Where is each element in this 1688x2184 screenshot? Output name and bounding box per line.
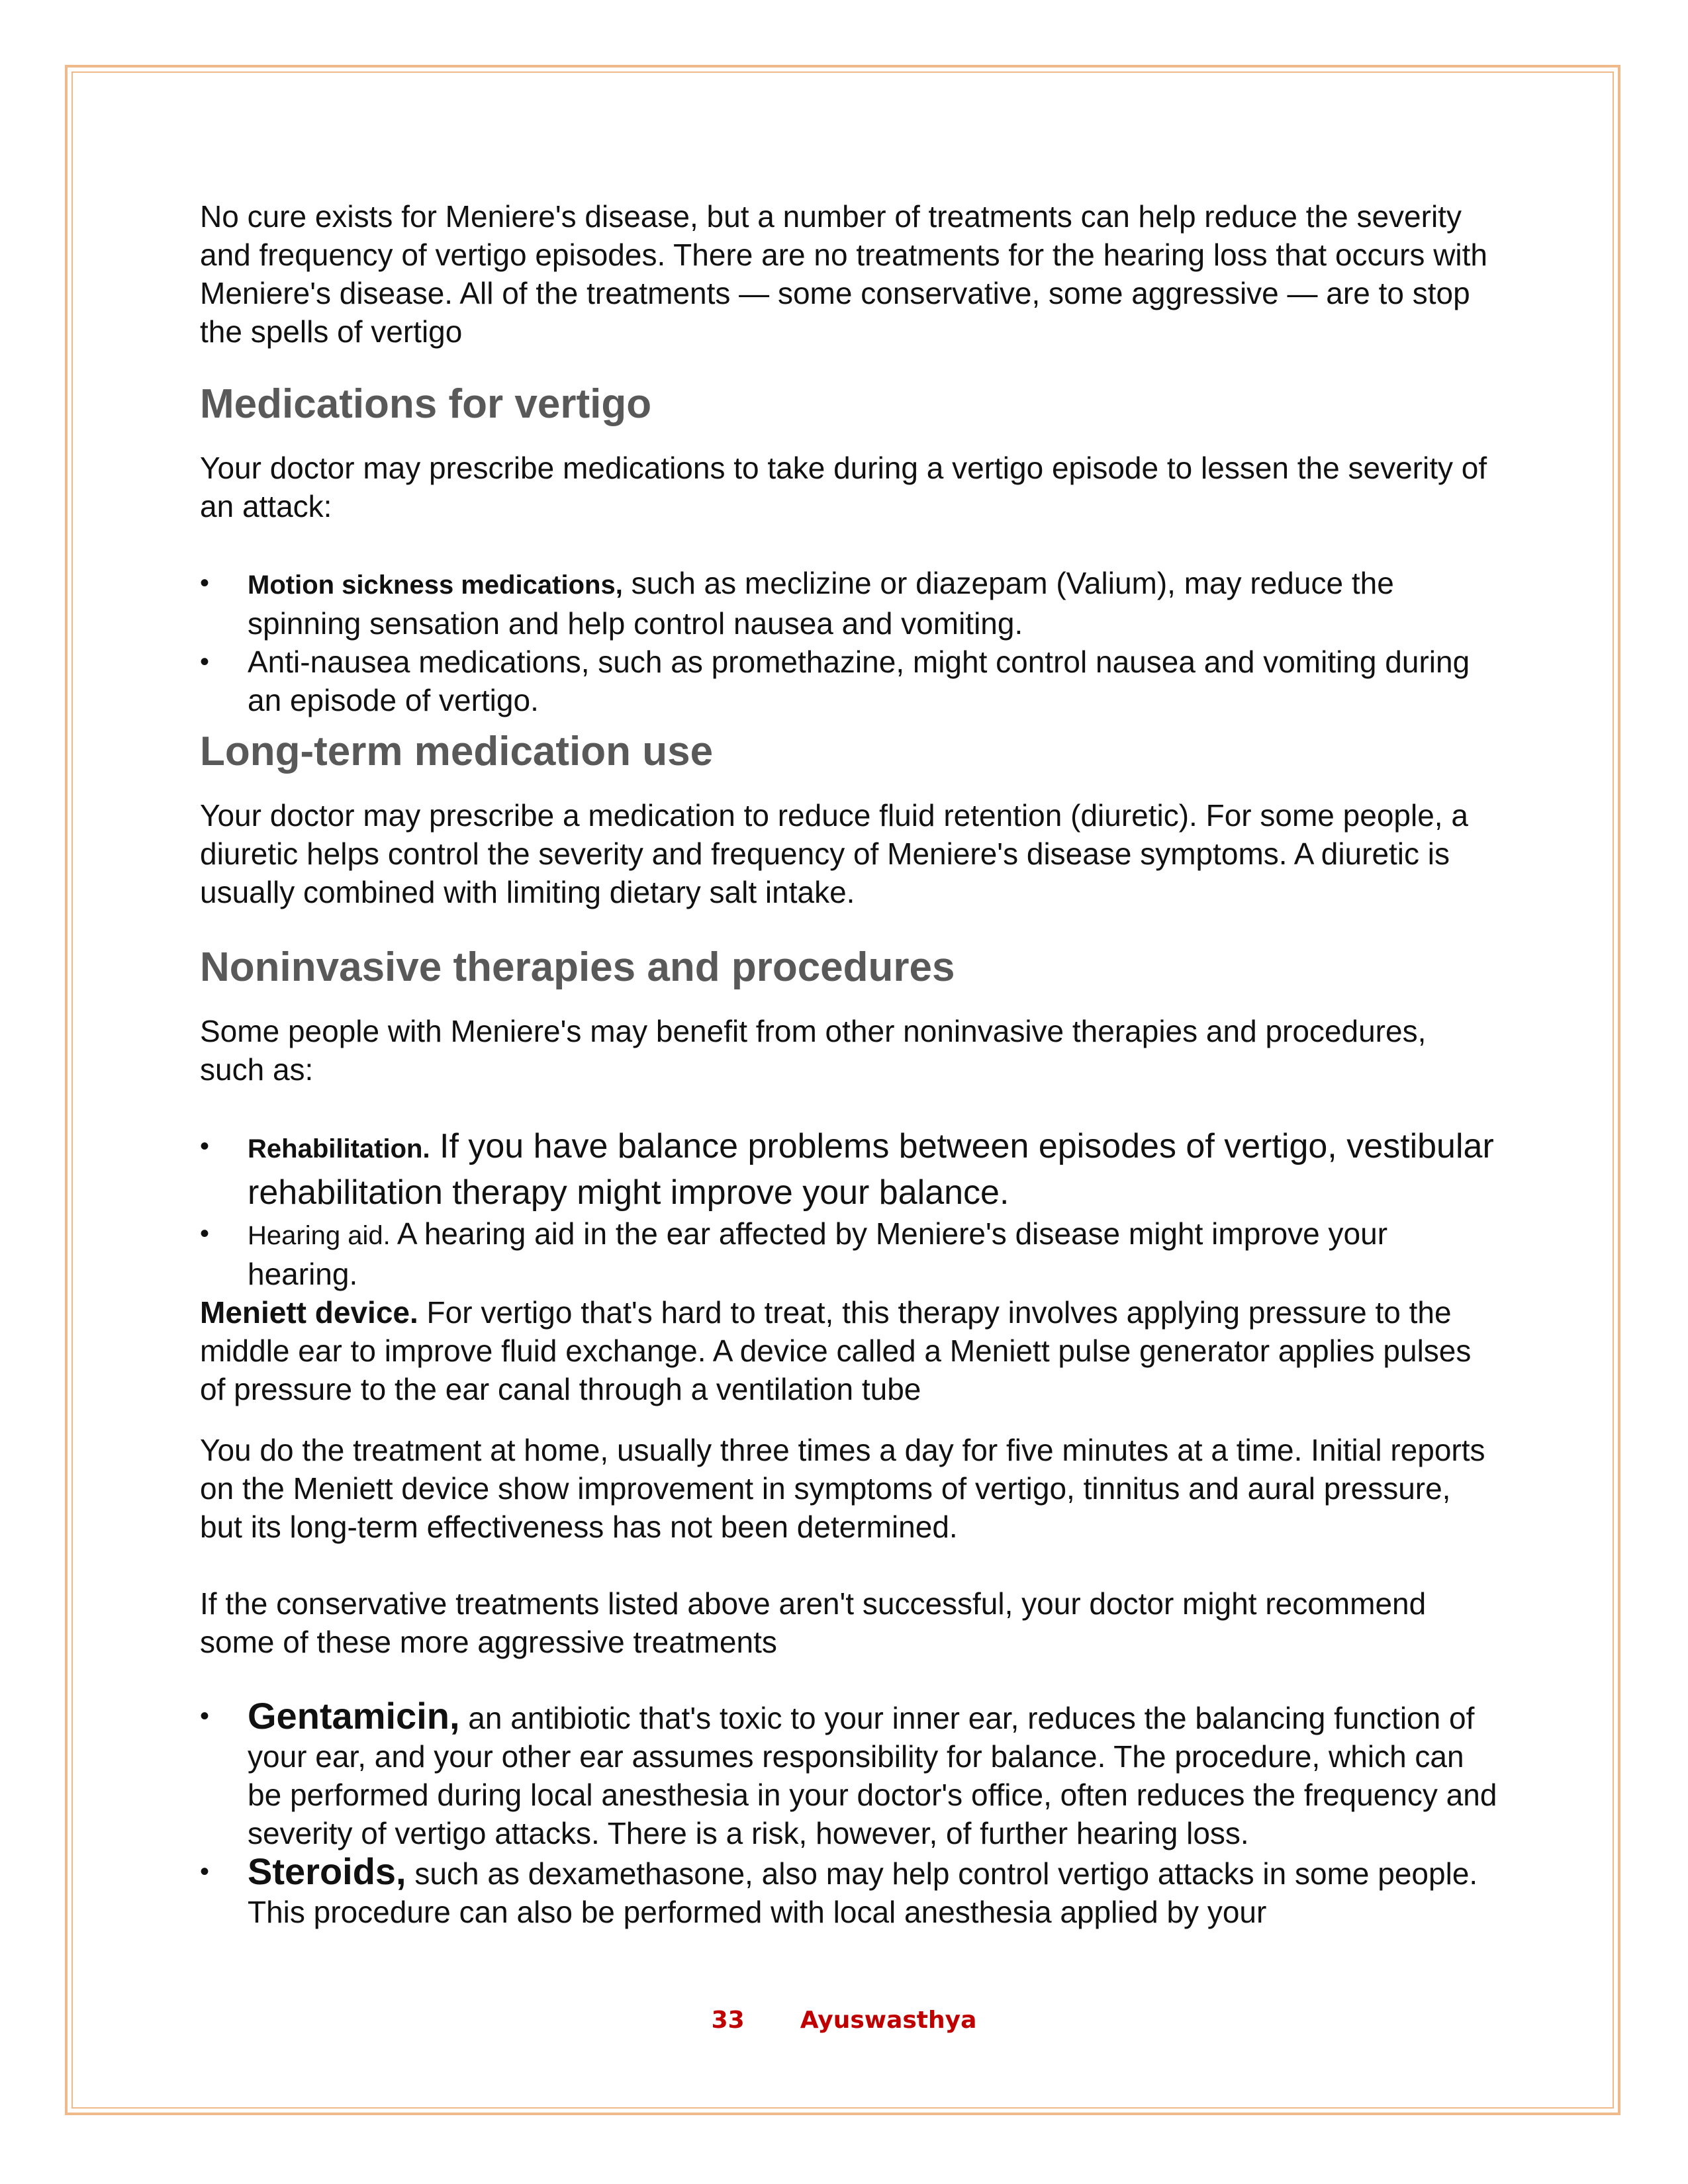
list-item-lead: Gentamicin, <box>248 1695 460 1737</box>
list-item-lead: Rehabilitation. <box>248 1134 430 1163</box>
list-item <box>200 1214 1497 1293</box>
heading-long-term-medication-use: Long-term medication use <box>200 729 714 774</box>
medications-list <box>200 564 1497 719</box>
heading-noninvasive-therapies: Noninvasive therapies and procedures <box>200 944 955 990</box>
bullet-icon: • <box>200 1132 210 1161</box>
list-item-text: an antibiotic that's toxic to your inner ear, reduces the balancing function of your ear, and your other ear assumes responsibility for balance. The procedure, which can be performed during local anesthesia in your doctor's office, often reduces the frequency and severity of vertigo attacks. There is a risk, however, of further hearing loss. <box>248 1701 1497 1850</box>
medications-paragraph: Your doctor may prescribe medications to take during a vertigo episode to lessen the severity of an attack: <box>200 451 1487 523</box>
list-item-text: such as meclizine or diazepam (Valium), may reduce the spinning sensation and help control nausea and vomiting. <box>248 566 1394 641</box>
aggressive-intro-paragraph: If the conservative treatments listed above aren't successful, your doctor might recommend some of these more aggressive treatments <box>200 1586 1427 1659</box>
bullet-icon: • <box>200 1857 210 1886</box>
bullet-icon: • <box>200 1702 210 1731</box>
home-treatment-paragraph: You do the treatment at home, usually three times a day for five minutes at a time. Initial reports on the Meniett device show improvement in symptoms of vertigo, tinnitus and aural pressure, but its long-term effectiveness has not been determined. <box>200 1433 1485 1544</box>
bullet-icon: • <box>200 569 210 598</box>
list-item <box>200 1697 1497 1852</box>
list-item-text: such as dexamethasone, also may help control vertigo attacks in some people. This procedure can also be performed with local anesthesia applied by your <box>248 1856 1478 1929</box>
noninvasive-list <box>200 1124 1497 1293</box>
meniett-paragraph <box>200 1293 1497 1408</box>
list-item-lead: Hearing aid. <box>248 1221 391 1250</box>
list-item-lead: Steroids, <box>248 1850 406 1892</box>
list-item-text: A hearing aid in the ear affected by Meniere's disease might improve your hearing. <box>248 1216 1388 1291</box>
list-item-text: If you have balance problems between episodes of vertigo, vestibular rehabilitation therapy might improve your balance. <box>248 1127 1494 1212</box>
long-term-paragraph: Your doctor may prescribe a medication to reduce fluid retention (diuretic). For some people, a diuretic helps control the severity and frequency of Meniere's disease symptoms. A diuretic is usually combined with limiting dietary salt intake. <box>200 798 1468 909</box>
document-body <box>200 197 1497 1931</box>
intro-paragraph: No cure exists for Meniere's disease, but a number of treatments can help reduce the severity and frequency of vertigo episodes. There are no treatments for the hearing loss that occurs with Meniere's disease. All of the treatments — some conservative, some aggressive — are to stop the spells of vertigo <box>200 199 1488 349</box>
list-item <box>200 643 1497 719</box>
list-item <box>200 1852 1497 1931</box>
list-item <box>200 564 1497 643</box>
page-number: 33 <box>711 2007 745 2034</box>
meniett-text: For vertigo that's hard to treat, this therapy involves applying pressure to the middle ear to improve fluid exchange. A device called a Meniett pulse generator applies pulses of pressure to the ear canal through a ventilation tube <box>200 1295 1472 1406</box>
noninvasive-paragraph: Some people with Meniere's may benefit from other noninvasive therapies and procedures, such as: <box>200 1014 1427 1087</box>
list-item <box>200 1124 1497 1214</box>
bullet-icon: • <box>200 647 210 676</box>
list-item-lead: Motion sickness medications, <box>248 570 623 600</box>
aggressive-list <box>200 1697 1497 1931</box>
page-footer <box>0 2007 1688 2034</box>
heading-medications-for-vertigo: Medications for vertigo <box>200 381 652 427</box>
bullet-icon: • <box>200 1219 210 1248</box>
footer-brand: Ayuswasthya <box>800 2007 977 2034</box>
list-item-text: Anti-nausea medications, such as promethazine, might control nausea and vomiting during an episode of vertigo. <box>248 645 1470 717</box>
meniett-lead: Meniett device. <box>200 1295 418 1330</box>
